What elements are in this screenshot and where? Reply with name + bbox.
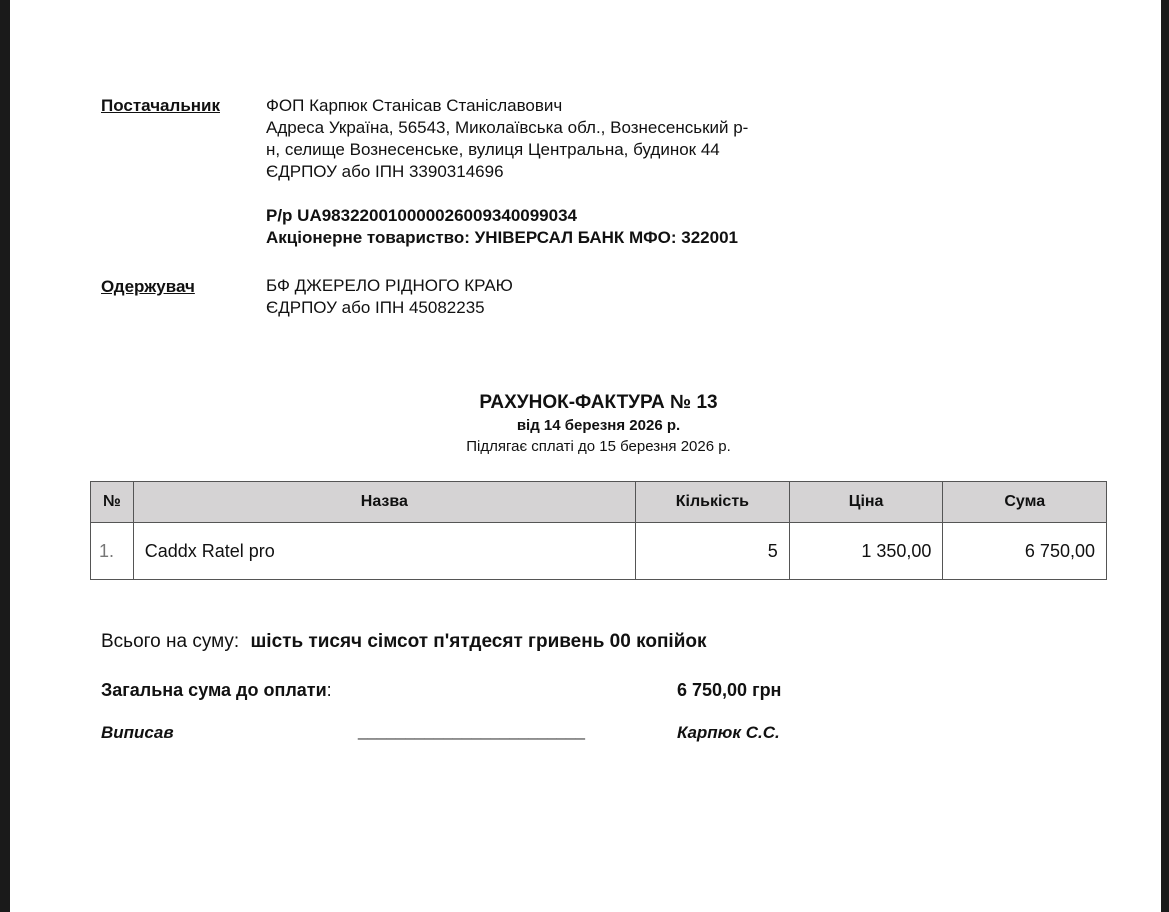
header-sum: Сума [943,482,1107,523]
total-due-colon: : [326,680,332,700]
recipient-info [266,275,513,319]
supplier-name: ФОП Карпюк Станісав Станіславович [266,96,563,115]
supplier-label: Постачальник [101,96,220,115]
table-row [91,523,1107,580]
supplier-bank-info [266,205,738,249]
total-due-value: 6 750,00 грн [677,680,782,700]
invoice-page [10,0,1161,912]
row-quantity: 5 [635,523,789,580]
header-price: Ціна [789,482,943,523]
supplier-tax-id: ЄДРПОУ або ІПН 3390314696 [266,162,504,181]
total-in-words [101,631,707,653]
header-num: № [91,482,134,523]
header-quantity: Кількість [635,482,789,523]
supplier-account: Р/р UA983220010000026009340099034 [266,206,577,225]
supplier-address-line2: н, селище Вознесенське, вулиця Центральна, будинок 44 [266,140,720,159]
row-name: Caddx Ratel pro [133,523,635,580]
supplier-info [266,95,748,183]
invoice-title: РАХУНОК-ФАКТУРА № 13 [479,392,718,413]
total-due-label: Загальна сума до оплати [101,680,327,700]
total-words-value: шість тисяч сімсот п'ятдесят гривень 00 копійок [250,631,707,652]
recipient-name: БФ ДЖЕРЕЛО РІДНОГО КРАЮ [266,276,513,295]
row-price: 1 350,00 [789,523,943,580]
row-num: 1. [91,523,134,580]
supplier-bank: Акціонерне товариство: УНІВЕРСАЛ БАНК МФО: 322001 [266,228,738,247]
signature-line: ________________________ [358,721,585,740]
total-due-label-wrap [101,680,332,701]
total-words-label: Всього на суму: [101,631,240,652]
issuer-name: Карпюк С.С. [677,723,780,742]
row-sum: 6 750,00 [943,523,1107,580]
issued-by-label: Виписав [101,723,174,742]
invoice-due-date: Підлягає сплаті до 15 березня 2026 р. [466,438,731,455]
items-table [90,481,1107,580]
invoice-date: від 14 березня 2026 р. [516,417,681,434]
supplier-address-line1: Адреса Україна, 56543, Миколаївська обл., Вознесенський р- [266,118,749,137]
recipient-label: Одержувач [101,277,195,296]
recipient-tax-id: ЄДРПОУ або ІПН 45082235 [266,298,485,317]
table-header-row [91,482,1107,523]
header-name: Назва [133,482,635,523]
